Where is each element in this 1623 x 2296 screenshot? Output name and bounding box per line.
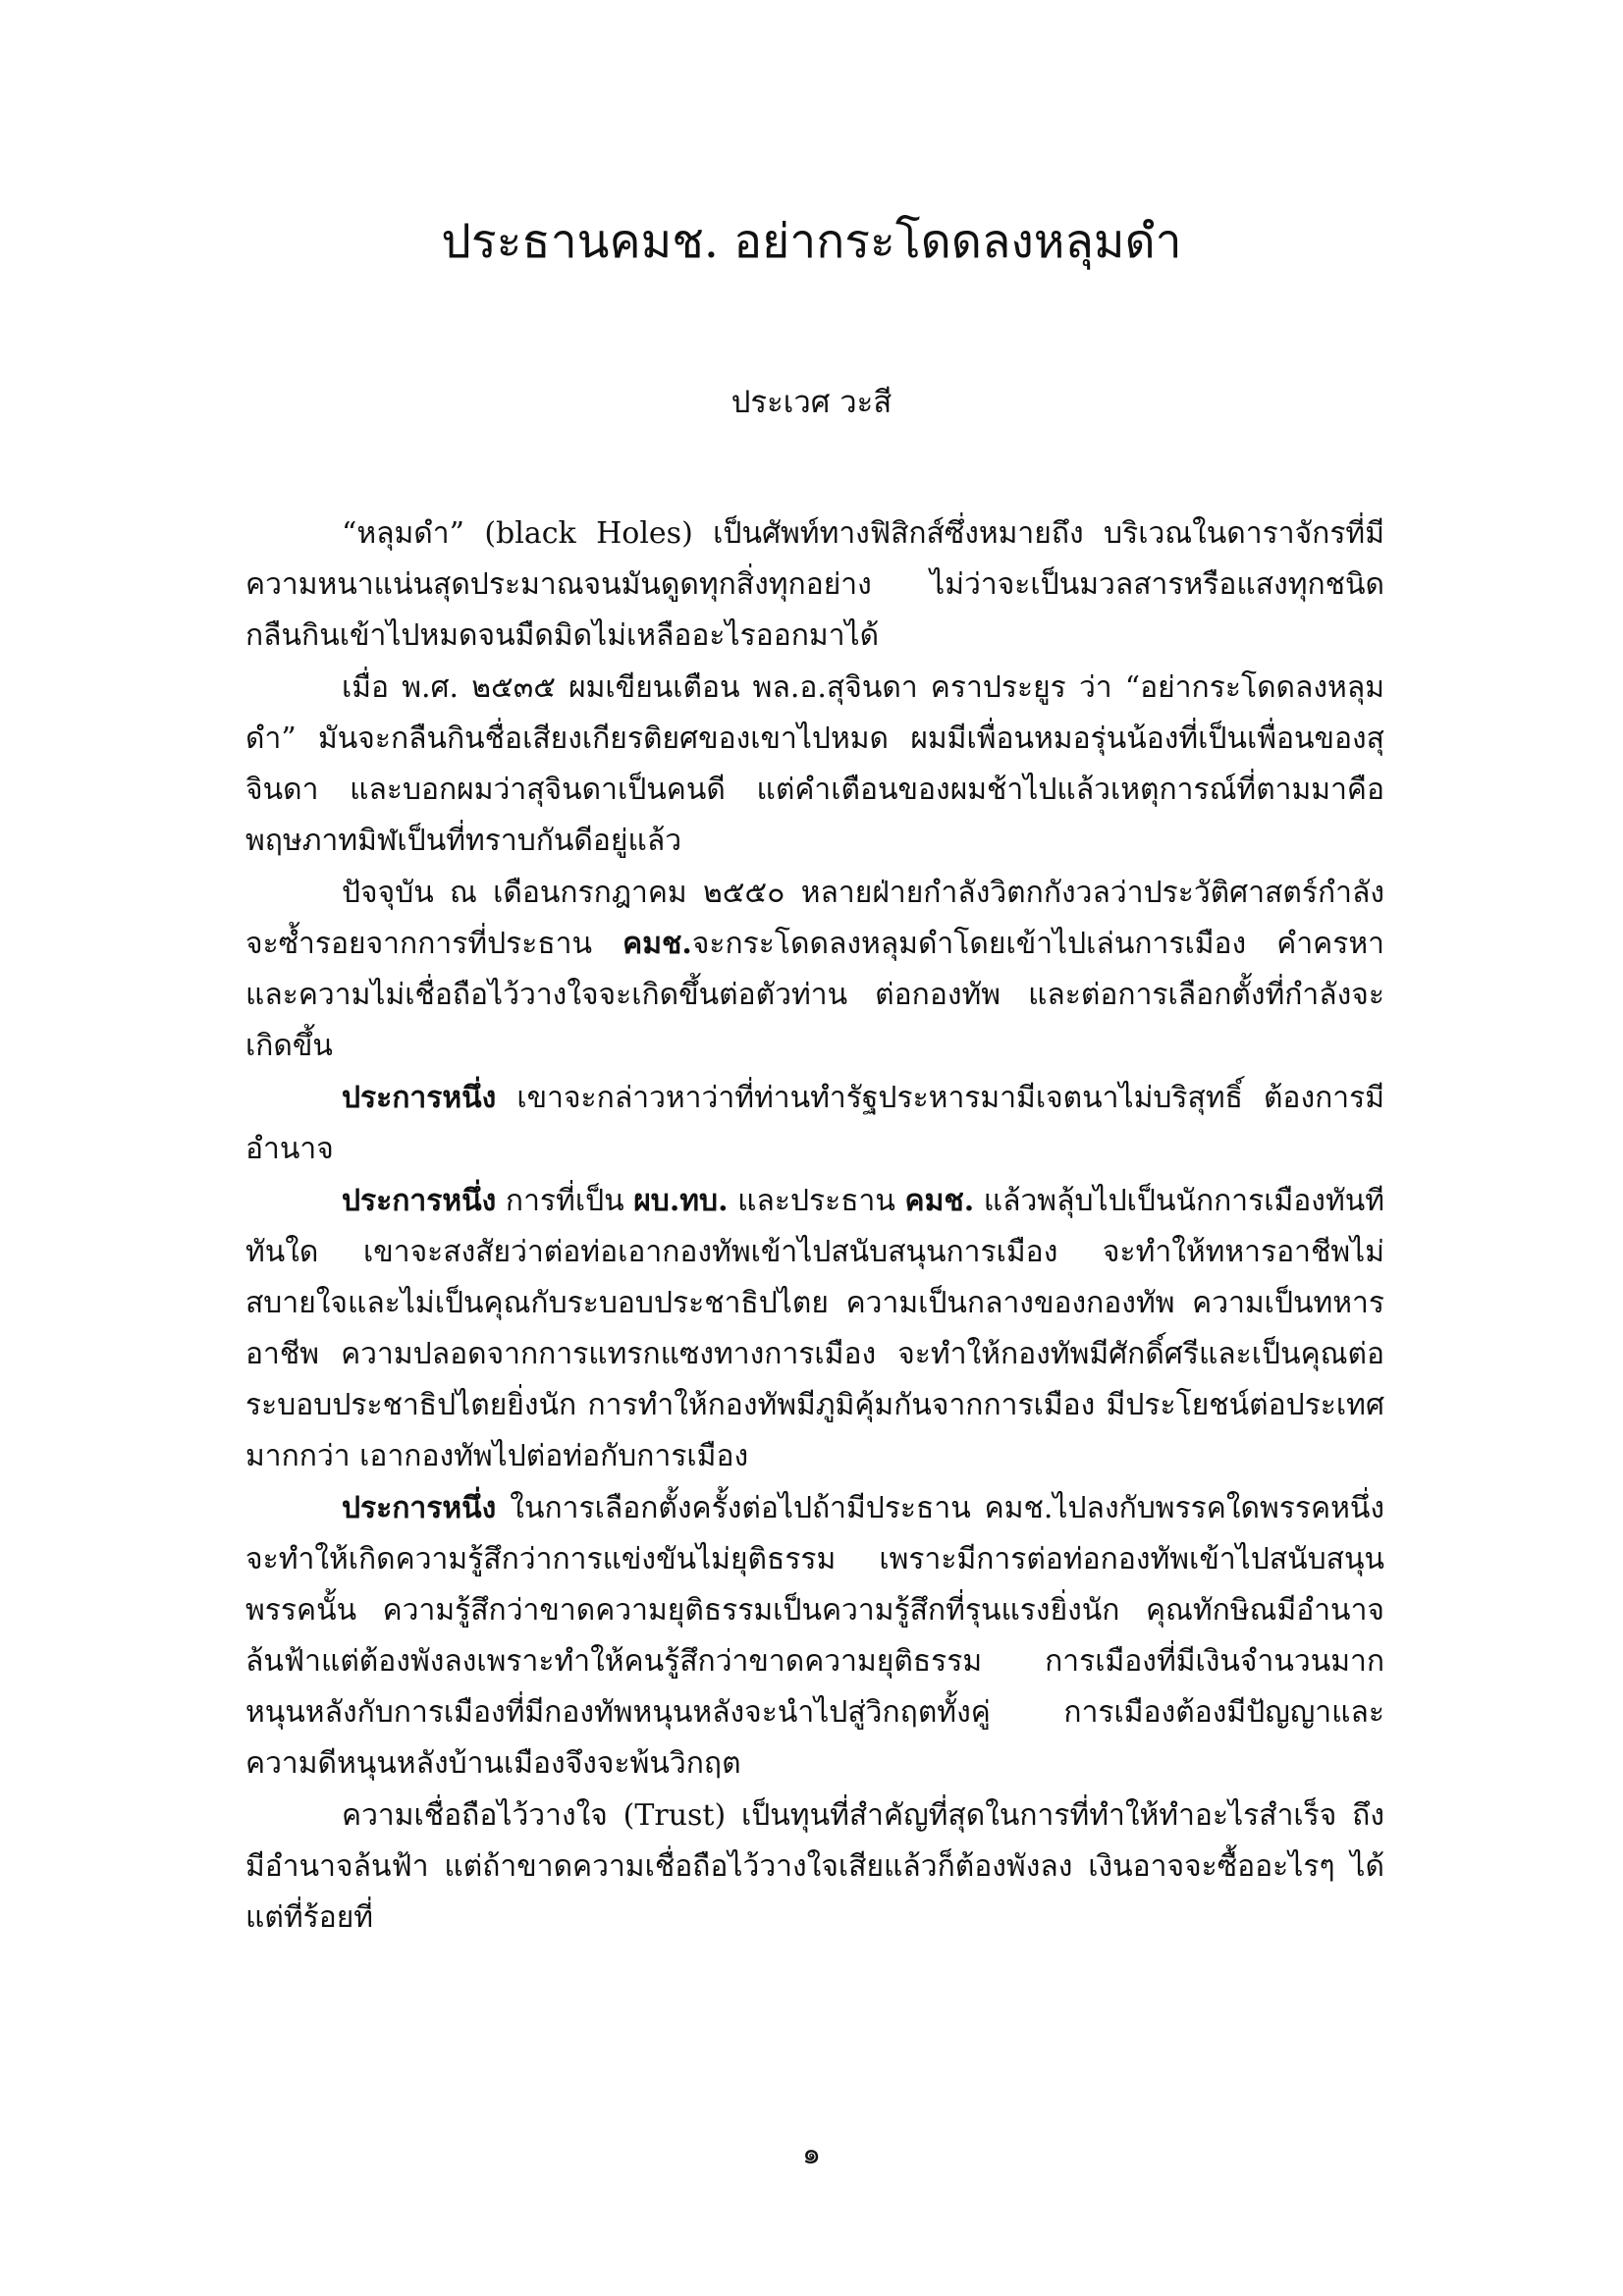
emphasis-text: ประการหนึ่ง — [342, 1081, 497, 1115]
emphasis-text: ประการหนึ่ง — [342, 1184, 497, 1218]
paragraph-text: เขาจะกล่าวหาว่าที่ท่านทำรัฐประหารมามีเจตนาไม่บริสุทธิ์ ต้องการมีอำนาจ — [245, 1081, 1384, 1166]
emphasis-text: คมช. — [622, 927, 692, 961]
body-paragraph — [245, 1073, 1384, 1175]
body-paragraph — [245, 1790, 1384, 1944]
paragraph-text: เมื่อ พ.ศ. ๒๕๓๕ ผมเขียนเตือน พล.อ.สุจินดา คราประยูร ว่า “อย่ากระโดดลงหลุมดำ” มันจะกลืนกินชื่อเสียงเกียรติยศของเขาไปหมด ผมมีเพื่อนหมอรุ่นน้องที่เป็นเพื่อนของสุจินดา และบอกผมว่าสุจินดาเป็นคนดี แต่คำเตือนของผมช้าไปแล้วเหตุการณ์ที่ตามมาคือ พฤษภาทมิฬเป็นที่ทราบกันดีอยู่แล้ว — [245, 670, 1384, 858]
document-body — [245, 508, 1384, 1945]
body-paragraph — [245, 508, 1384, 662]
emphasis-text: ผบ.ทบ. — [633, 1184, 729, 1218]
paragraph-text: ปัจจุบัน ณ เดือนกรกฎาคม ๒๕๕๐ หลายฝ่ายกำลังวิตกกังวลว่าประวัติศาสตร์กำลังจะซ้ำรอยจากการที่ประธาน — [245, 876, 1384, 961]
document-title: ประธานคมช. อย่ากระโดดลงหลุมดำ — [441, 214, 1182, 269]
emphasis-text: ประการหนึ่ง — [342, 1491, 497, 1525]
paragraph-text: ความเชื่อถือไว้วางใจ (Trust) เป็นทุนที่สำคัญที่สุดในการที่ทำให้ทำอะไรสำเร็จ ถึงมีอำนาจล้นฟ้า แต่ถ้าขาดความเชื่อถือไว้วางใจเสียแล้วก็ต้องพังลง เงินอาจจะซื้ออะไรๆ ได้ แต่ที่ร้อยที่ — [245, 1798, 1384, 1935]
body-paragraph — [245, 1176, 1384, 1482]
emphasis-text: คมช. — [904, 1184, 975, 1218]
body-paragraph — [245, 1483, 1384, 1789]
paragraph-text: ในการเลือกตั้งครั้งต่อไปถ้ามีประธาน คมช.ไปลงกับพรรคใดพรรคหนึ่ง จะทำให้เกิดความรู้สึกว่าการแข่งขันไม่ยุติธรรม เพราะมีการต่อท่อกองทัพเข้าไปสนับสนุนพรรคนั้น ความรู้สึกว่าขาดความยุติธรรมเป็นความรู้สึกที่รุนแรงยิ่งนัก คุณทักษิณมีอำนาจล้นฟ้าแต่ต้องพังลงเพราะทำให้คนรู้สึกว่าขาดความยุติธรรม การเมืองที่มีเงินจำนวนมากหนุนหลังกับการเมืองที่มีกองทัพหนุนหลังจะนำไปสู่วิกฤตทั้งคู่ การเมืองต้องมีปัญญาและความดีหนุนหลังบ้านเมืองจึงจะพ้นวิกฤต — [245, 1491, 1384, 1781]
paragraph-text: การที่เป็น — [496, 1184, 634, 1218]
paragraph-text: แล้วพลุ้บไปเป็นนักการเมืองทันทีทันใด เขาจะสงสัยว่าต่อท่อเอากองทัพเข้าไปสนับสนุนการเมือง จะทำให้ทหารอาชีพไม่สบายใจและไม่เป็นคุณกับระบอบประชาธิปไตย ความเป็นกลางของกองทัพ ความเป็นทหารอาชีพ ความปลอดจากการแทรกแซงทางการเมือง จะทำให้กองทัพมีศักดิ์ศรีและเป็นคุณต่อระบอบประชาธิปไตยยิ่งนัก การทำให้กองทัพมีภูมิคุ้มกันจากการเมือง มีประโยชน์ต่อประเทศมากกว่า เอากองทัพไปต่อท่อกับการเมือง — [245, 1184, 1384, 1473]
body-paragraph — [245, 663, 1384, 867]
body-paragraph — [245, 868, 1384, 1072]
page-number: ๑ — [801, 2137, 822, 2171]
paragraph-text: และประธาน — [728, 1184, 905, 1218]
paragraph-text: “หลุมดำ” (black Holes) เป็นศัพท์ทางฟิสิกส์ซึ่งหมายถึง บริเวณในดาราจักรที่มีความหนาแน่นสุดประมาณจนมันดูดทุกสิ่งทุกอย่าง ไม่ว่าจะเป็นมวลสารหรือแสงทุกชนิดกลืนกินเข้าไปหมดจนมืดมิดไม่เหลืออะไรออกมาได้ — [245, 516, 1384, 653]
author-name: ประเวศ วะสี — [730, 385, 893, 420]
paragraph-text: จะกระโดดลงหลุมดำโดยเข้าไปเล่นการเมือง คำครหาและความไม่เชื่อถือไว้วางใจจะเกิดขึ้นต่อตัวท่าน ต่อกองทัพ และต่อการเลือกตั้งที่กำลังจะเกิดขึ้น — [245, 927, 1384, 1063]
